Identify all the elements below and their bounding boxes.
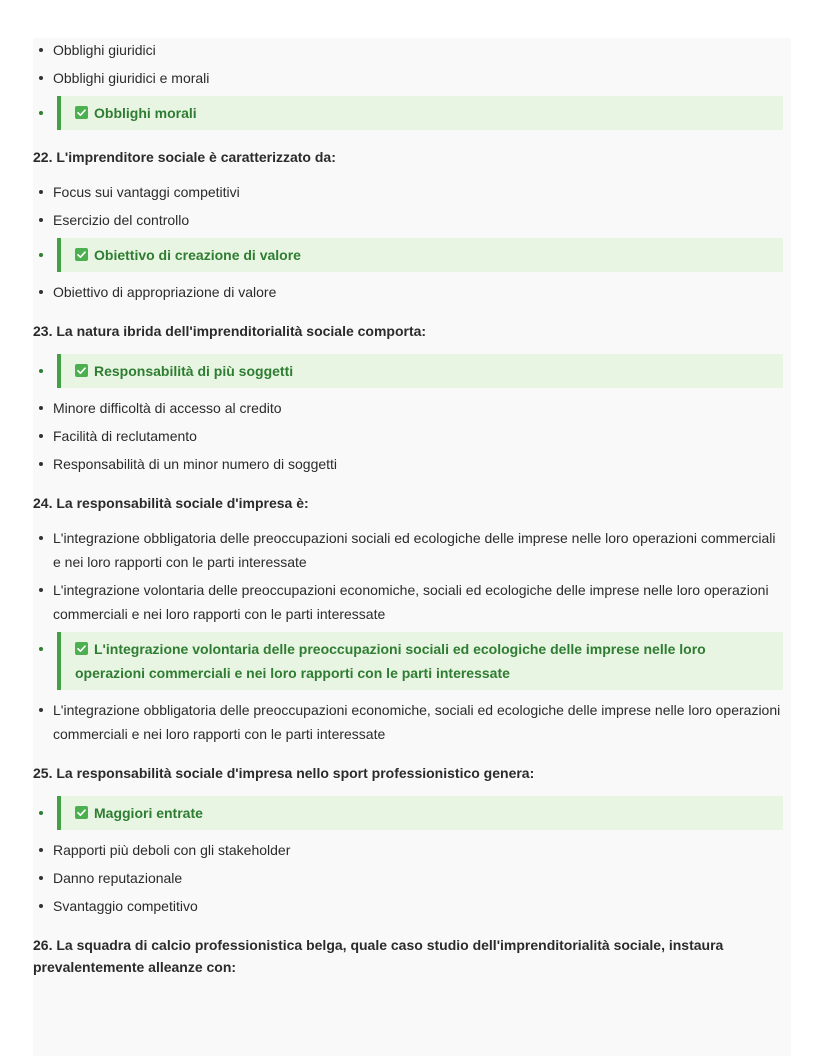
- answer-option: [33, 526, 783, 574]
- answer-text: Svantaggio competitivo: [53, 898, 198, 914]
- correct-answer-box: [57, 238, 783, 272]
- correct-answer-item: [33, 796, 783, 830]
- question-title: 22. L'imprenditore sociale è caratterizzato da:: [33, 149, 336, 165]
- answer-option: [33, 280, 783, 304]
- answer-text: Danno reputazionale: [53, 870, 183, 886]
- answer-text: Obblighi morali: [94, 105, 197, 121]
- correct-answer-box: [57, 354, 783, 388]
- answer-option: [33, 866, 783, 890]
- answer-text: Obblighi giuridici e morali: [53, 70, 210, 86]
- correct-answer-box: [57, 96, 783, 130]
- answer-text: L'integrazione volontaria delle preoccupazioni sociali ed ecologiche delle imprese nelle loro operazioni commerciali e nei loro rapporti con le parti interessate: [75, 641, 706, 681]
- answer-option: [33, 424, 783, 448]
- answer-option: [33, 180, 783, 204]
- answer-text: L'integrazione volontaria delle preoccupazioni economiche, sociali ed ecologiche delle imprese nelle loro operazioni commerciali e nei loro rapporti con le parti interessate: [53, 582, 769, 622]
- option-list: [33, 354, 783, 476]
- answer-option: [33, 38, 783, 62]
- answer-text: Focus sui vantaggi competitivi: [53, 184, 240, 200]
- answer-text: Facilità di reclutamento: [53, 428, 197, 444]
- option-list: [33, 526, 783, 746]
- check-box-icon: [75, 642, 88, 655]
- answer-option: [33, 894, 783, 918]
- question-title: 24. La responsabilità sociale d'impresa è:: [33, 495, 309, 511]
- answer-option: [33, 698, 783, 746]
- correct-answer-item: [33, 96, 783, 130]
- answer-text: Obblighi giuridici: [53, 42, 156, 58]
- check-box-icon: [75, 106, 88, 119]
- quiz-page: [33, 38, 791, 1056]
- question-title: 25. La responsabilità sociale d'impresa nello sport professionistico genera:: [33, 765, 535, 781]
- answer-text: Esercizio del controllo: [53, 212, 190, 228]
- answer-text: Minore difficoltà di accesso al credito: [53, 400, 282, 416]
- correct-answer-box: [57, 632, 783, 690]
- answer-text: Obiettivo di creazione di valore: [94, 247, 301, 263]
- check-box-icon: [75, 806, 88, 819]
- answer-text: Obiettivo di appropriazione di valore: [53, 284, 277, 300]
- answer-text: Rapporti più deboli con gli stakeholder: [53, 842, 291, 858]
- check-box-icon: [75, 248, 88, 261]
- answer-option: [33, 396, 783, 420]
- answer-option: [33, 452, 783, 476]
- option-list: [33, 38, 783, 130]
- quiz-content: [33, 38, 791, 978]
- option-list: [33, 796, 783, 918]
- answer-text: L'integrazione obbligatoria delle preoccupazioni sociali ed ecologiche delle imprese nelle loro operazioni commerciali e nei loro rapporti con le parti interessate: [53, 530, 776, 570]
- correct-answer-item: [33, 238, 783, 272]
- option-list: [33, 180, 783, 304]
- answer-option: [33, 578, 783, 626]
- answer-text: Responsabilità di più soggetti: [94, 363, 294, 379]
- answer-text: L'integrazione obbligatoria delle preoccupazioni economiche, sociali ed ecologiche delle imprese nelle loro operazioni commerciali e nei loro rapporti con le parti interessate: [53, 702, 781, 742]
- answer-option: [33, 66, 783, 90]
- correct-answer-item: [33, 354, 783, 388]
- correct-answer-box: [57, 796, 783, 830]
- answer-text: Maggiori entrate: [94, 805, 203, 821]
- question-title: 26. La squadra di calcio professionistica belga, quale caso studio dell'imprenditorialità sociale, instaura prevalentemente alleanze con:: [33, 937, 724, 975]
- answer-text: Responsabilità di un minor numero di soggetti: [53, 456, 338, 472]
- answer-option: [33, 838, 783, 862]
- check-box-icon: [75, 364, 88, 377]
- correct-answer-item: [33, 632, 783, 690]
- answer-option: [33, 208, 783, 232]
- question-title: 23. La natura ibrida dell'imprenditorialità sociale comporta:: [33, 323, 427, 339]
